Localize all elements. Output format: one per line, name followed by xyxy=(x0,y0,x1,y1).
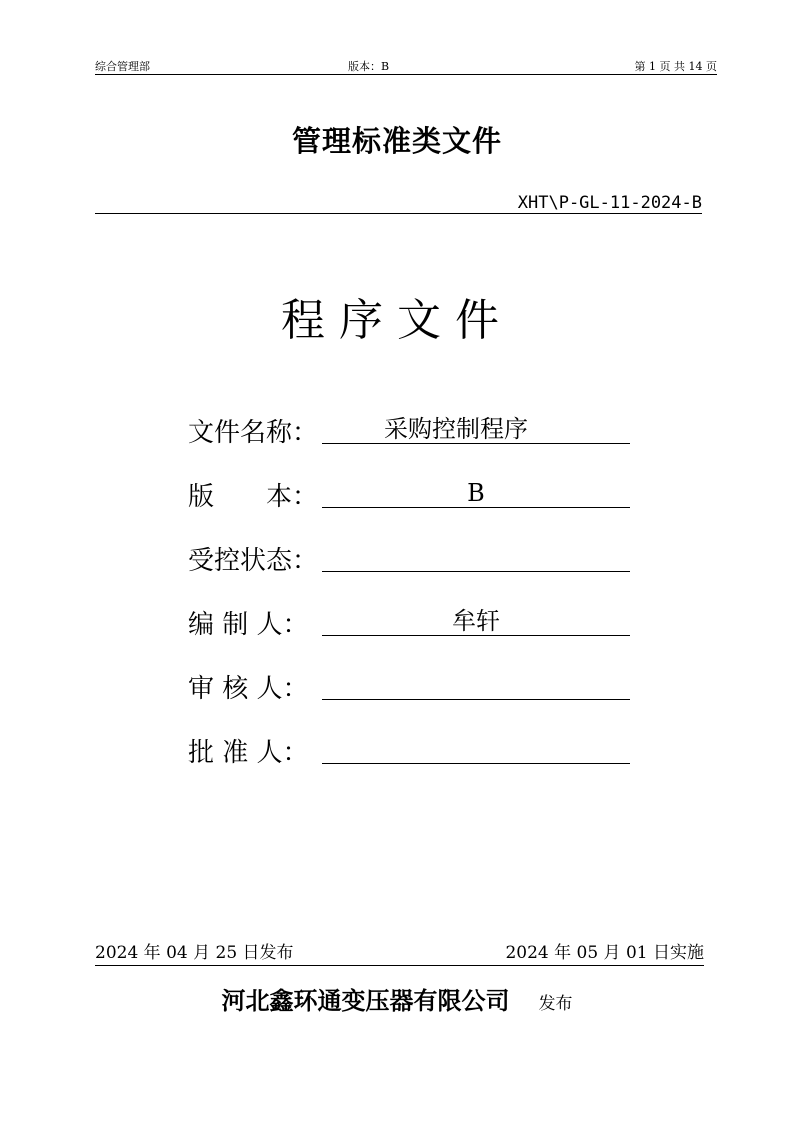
release-date: 2024 年 04 月 25 日发布 xyxy=(95,943,294,963)
header-page-number: 第 1 页 共 14 页 xyxy=(634,60,717,73)
field-label: 审 核 人： xyxy=(188,674,309,704)
main-title: 程序文件 xyxy=(281,295,513,346)
field-document-name xyxy=(188,412,630,446)
header-department: 综合管理部 xyxy=(95,60,150,73)
document-category-title: 管理标准类文件 xyxy=(291,124,502,158)
field-underline xyxy=(322,699,630,700)
field-label: 受控状态： xyxy=(188,546,319,576)
field-version xyxy=(188,476,630,510)
field-label: 编 制 人： xyxy=(188,610,309,640)
field-control-status xyxy=(188,540,630,574)
company-name: 河北鑫环通变压器有限公司 xyxy=(221,987,510,1015)
field-underline xyxy=(322,571,630,572)
page-header xyxy=(95,58,717,75)
effective-date: 2024 年 05 月 01 日实施 xyxy=(505,943,704,963)
field-reviewer xyxy=(188,668,630,702)
issue-label: 发布 xyxy=(538,994,573,1014)
field-author xyxy=(188,604,630,638)
field-value: 采购控制程序 xyxy=(384,415,528,443)
field-label: 文件名称： xyxy=(188,418,319,448)
document-code: XHT\P-GL-11-2024-B xyxy=(517,193,702,213)
field-underline xyxy=(322,763,630,764)
field-label: 批 准 人： xyxy=(188,738,309,768)
field-value: B xyxy=(467,479,485,507)
issuing-organization xyxy=(0,981,794,1016)
code-divider xyxy=(95,213,702,214)
field-value: 牟轩 xyxy=(452,607,500,635)
field-label: 版 本： xyxy=(188,482,319,512)
date-row xyxy=(95,941,704,966)
field-approver xyxy=(188,732,630,766)
header-version: 版本：B xyxy=(348,60,390,73)
